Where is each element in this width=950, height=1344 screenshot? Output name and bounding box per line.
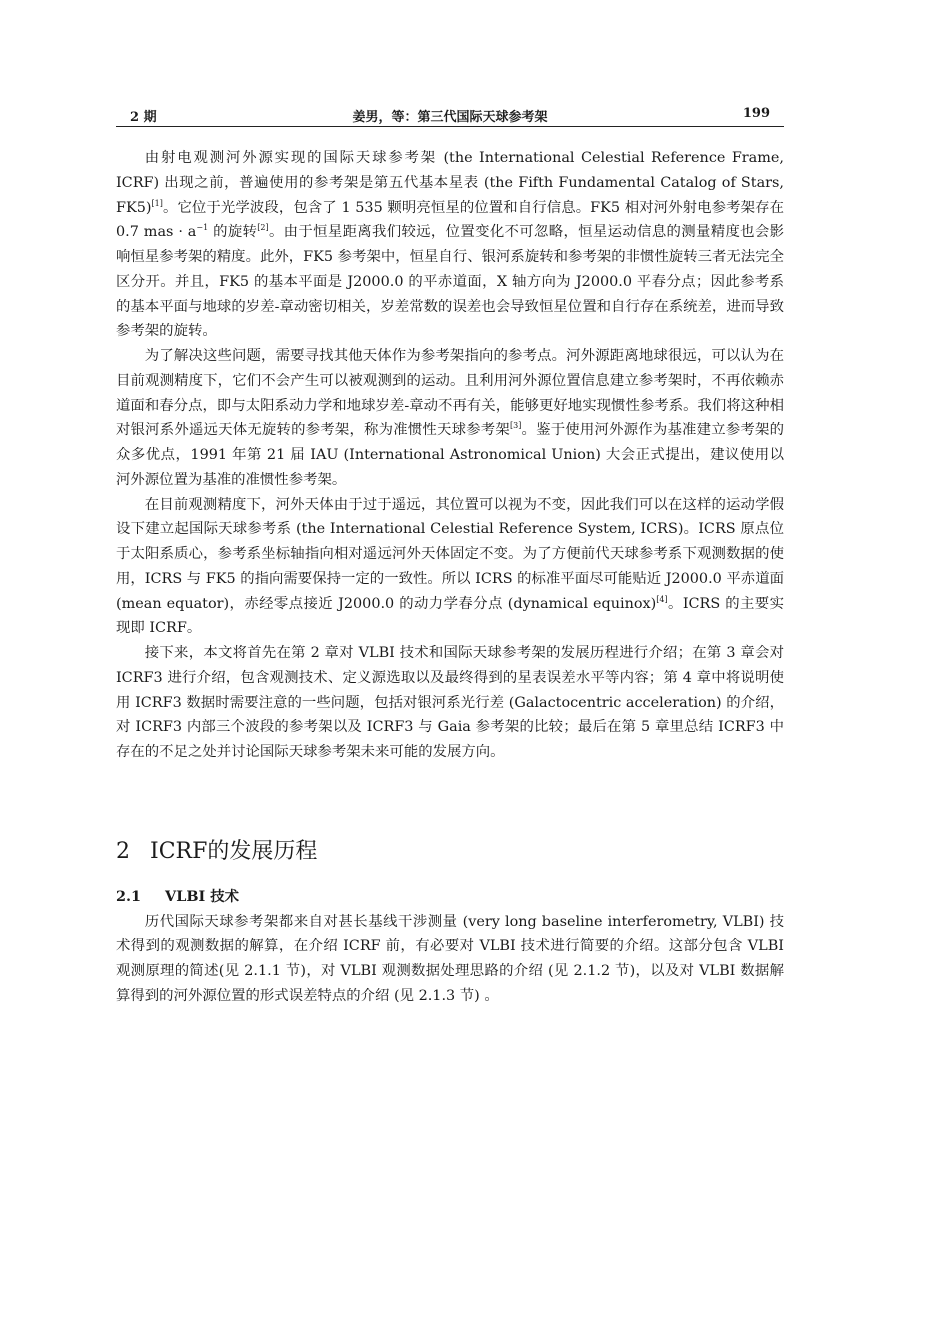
text-run: 在目前观测精度下，河外天体由于过于遥远，其位置可以视为不变，因此我们可以在这样的运动学假设下建立起国际天球参考系 (the International Celestial Reference System, ICRS)。ICRS 原点位于太阳系质心，参考系坐标轴指向相对遥远河外天体固定不变。为了方便前代天球参考系下观测数据的使用，ICRS 与 FK5 的指向需要保持一定的一致性。所以 ICRS 的标准平面尽可能贴近 J2000.0 平赤道面 (mean equator)，赤经零点接近 J2000.0 的动力学春分点 (dynamical equinox) (116, 496, 784, 612)
running-title: 姜男，等：第三代国际天球参考架 (352, 110, 548, 125)
text-run: 由射电观测河外源实现的国际天球参考架 (the International Celestial Reference Frame, ICRF) 出现之前，普遍使用的参考架是第五代基本星表 (the Fifth Fundamental Catalog of Stars, FK5) (116, 150, 784, 216)
citation-ref[interactable]: [2] (257, 223, 269, 233)
citation-ref[interactable]: [4] (656, 594, 668, 604)
paragraph (116, 910, 784, 1009)
text-run: 。鉴于使用河外源作为基准建立参考架的众多优点，1991 年第 21 届 IAU (International Astronomical Union) 大会正式提出，建议使用以河外源位置为基准的准惯性参考架。 (116, 422, 784, 488)
text-run: 为了解决这些问题，需要寻找其他天体作为参考架指向的参考点。河外源距离地球很远，可以认为在目前观测精度下，它们不会产生可以被观测到的运动。且利用河外源位置信息建立参考架时，不再依赖赤道面和春分点，即与太阳系动力学和地球岁差-章动不再有关，能够更好地实现惯性参考系。我们将这种相对银河系外遥远天体无旋转的参考架，称为准惯性天球参考架 (116, 348, 784, 439)
text-run: 。它位于光学波段，包含了 1 535 颗明亮恒星的位置和自行信息。FK5 相对河外射电参考架存在 0.7 mas · a (116, 199, 784, 241)
paragraph (116, 493, 784, 642)
text-run: 的旋转 (208, 224, 258, 241)
section-number: 2 (116, 838, 130, 864)
issue-number: 2 期 (130, 110, 157, 125)
running-header (116, 104, 784, 127)
paragraph (116, 146, 784, 344)
paragraph (116, 641, 784, 765)
text-run: 历代国际天球参考架都来自对甚长基线干涉测量 (very long baseline interferometry, VLBI) 技术得到的观测数据的解算，在介绍 ICRF 前，有必要对 VLBI 技术进行简要的介绍。这部分包含 VLBI 观测原理的简述(见 2.1.1 节)，对 VLBI 观测数据处理思路的介绍 (见 2.1.2 节)，以及对 VLBI 数据解算得到的河外源位置的形式误差特点的介绍 (见 2.1.3 节) 。 (116, 913, 784, 1004)
subsection-heading (116, 885, 784, 910)
section-heading (116, 838, 784, 866)
superscript: −1 (196, 223, 209, 233)
text-run: 接下来，本文将首先在第 2 章对 VLBI 技术和国际天球参考架的发展历程进行介绍；在第 3 章会对 ICRF3 进行介绍，包含观测技术、定义源选取以及最终得到的星表误差水平等内容；第 4 章中将说明使用 ICRF3 数据时需要注意的一些问题，包括对银河系光行差 (Galactocentric acceleration) 的介绍，对 ICRF3 内部三个波段的参考架以及 ICRF3 与 Gaia 参考架的比较；最后在第 5 章里总结 ICRF3 中存在的不足之处并讨论国际天球参考架未来可能的发展方向。 (116, 645, 784, 760)
subsection-number: 2.1 (116, 887, 142, 905)
subsection-title: VLBI 技术 (165, 887, 240, 905)
paragraph (116, 344, 784, 493)
text-run: 。由于恒星距离我们较远，位置变化不可忽略，恒星运动信息的测量精度也会影响恒星参考架的精度。此外，FK5 参考架中，恒星自行、银河系旋转和参考架的非惯性旋转三者无法完全区分开。并且，FK5 的基本平面是 J2000.0 的平赤道面，X 轴方向为 J2000.0 平春分点；因此参考系的基本平面与地球的岁差-章动密切相关，岁差常数的误差也会导致恒星位置和自行存在系统差，进而导致参考架的旋转。 (116, 224, 785, 340)
citation-ref[interactable]: [1] (151, 198, 163, 208)
section-title: ICRF的发展历程 (150, 838, 318, 864)
citation-ref[interactable]: [3] (509, 421, 522, 431)
text-run: 。ICRS 的主要实现即 ICRF。 (116, 595, 784, 637)
main-content (116, 146, 784, 1009)
page-number: 199 (742, 106, 770, 121)
